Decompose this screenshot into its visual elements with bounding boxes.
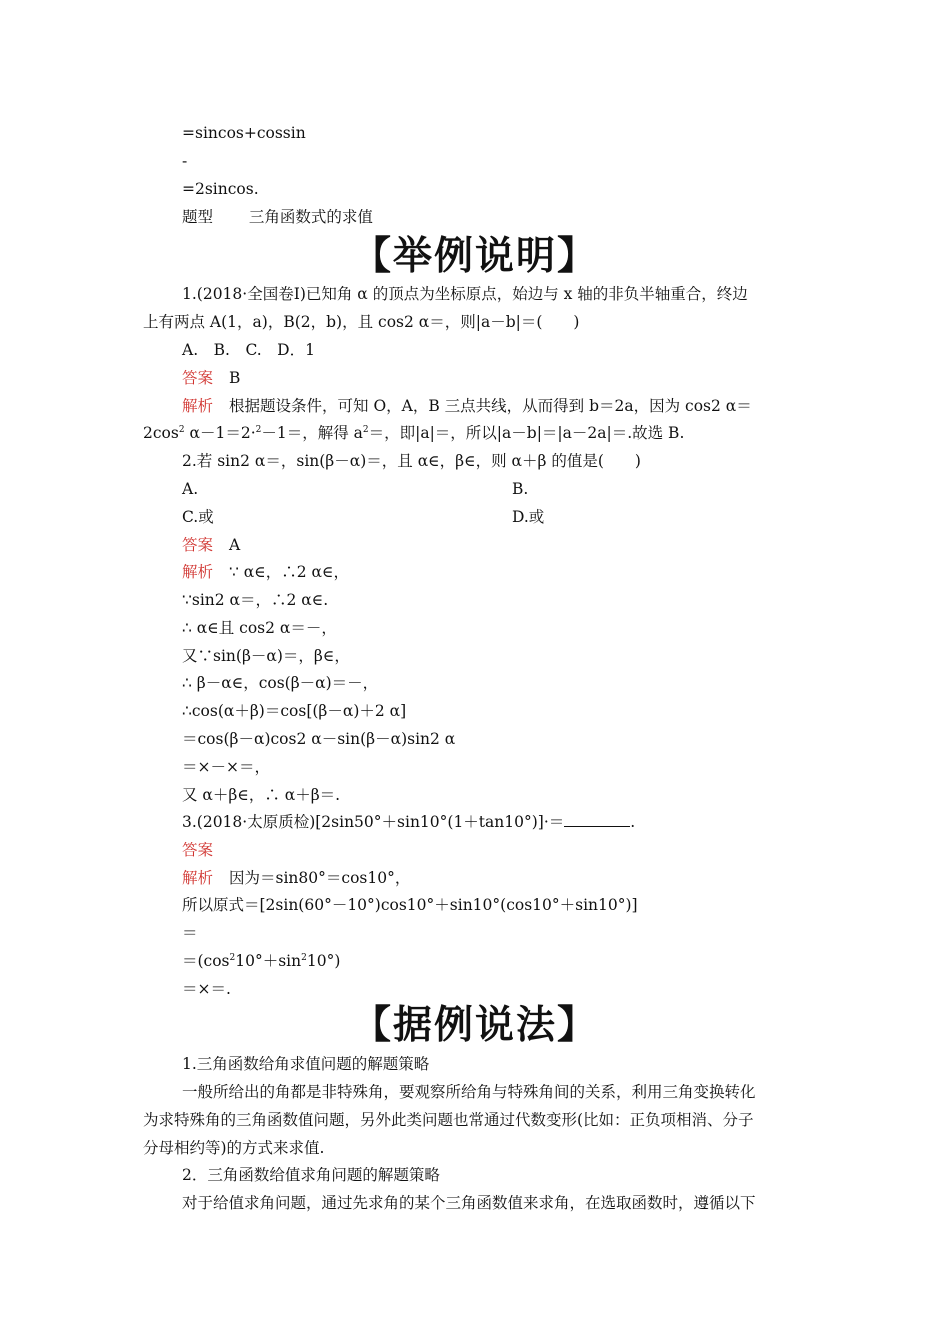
analysis-step: ＝×－×＝， xyxy=(182,758,270,776)
superscript: 2 xyxy=(362,424,369,435)
analysis-step: ∵sin2 α＝，∴2 α∈. xyxy=(182,591,329,609)
analysis-text: ＝，即|a|＝，所以|a－b|＝|a－2a|＝.故选 B. xyxy=(368,424,685,442)
option-b: B. xyxy=(512,480,529,498)
analysis-step: ＝×＝. xyxy=(182,980,231,998)
superscript: 2 xyxy=(178,424,185,435)
option-a: A. xyxy=(182,480,199,498)
analysis-step: ＝ xyxy=(182,924,198,942)
analysis-text: 根据题设条件，可知 O，A，B 三点共线，从而得到 b＝2a，因为 cos2 α＝ xyxy=(229,397,752,415)
question-3-analysis xyxy=(182,868,410,888)
analysis-label: 解析 xyxy=(182,397,214,415)
question-2-answer xyxy=(182,535,240,555)
tip-1-paragraph: 一般所给出的角都是非特殊角，要观察所给角与特殊角间的关系，利用三角变换转化 xyxy=(182,1083,756,1101)
analysis-text: α－1＝2· xyxy=(184,424,256,442)
section-label: 题型 xyxy=(182,208,214,226)
formula-line: =sincos+cossin xyxy=(182,124,306,142)
analysis-text: 因为＝sin80°＝cos10°， xyxy=(229,869,411,887)
tip-1-title: 1.三角函数给角求值问题的解题策略 xyxy=(182,1055,430,1073)
answer-value: A xyxy=(229,536,241,554)
tip-1-paragraph-cont: 为求特殊角的三角函数值问题，另外此类问题也常通过代数变形(比如：正负项相消、分子 xyxy=(143,1111,754,1129)
formula-line: =2sincos. xyxy=(182,180,259,198)
analysis-text: 10°) xyxy=(306,952,341,970)
option-d: D.或 xyxy=(512,508,545,526)
analysis-step: 又∵sin(β－α)＝，β∈， xyxy=(182,647,350,665)
answer-blank xyxy=(564,812,630,827)
banner-examples: 【举例说明】 xyxy=(351,234,598,279)
tip-2-paragraph: 对于给值求角问题，通过先求角的某个三角函数值来求角，在选取函数时，遵循以下 xyxy=(182,1194,756,1212)
analysis-step xyxy=(182,951,340,971)
analysis-text: 2cos xyxy=(143,424,179,442)
question-2-analysis xyxy=(182,562,349,582)
banner-methods: 【据例说法】 xyxy=(351,1003,598,1048)
answer-label: 答案 xyxy=(182,841,214,859)
section-title: 三角函数式的求值 xyxy=(248,208,373,226)
analysis-label: 解析 xyxy=(182,869,214,887)
question-1-stem: 1.(2018·全国卷Ⅰ)已知角 α 的顶点为坐标原点，始边与 x 轴的非负半轴重合，终边 xyxy=(182,285,748,303)
analysis-label: 解析 xyxy=(182,563,214,581)
question-1-stem-cont: 上有两点 A(1，a)，B(2，b)，且 cos2 α＝，则|a－b|＝( ) xyxy=(143,313,580,331)
section-heading xyxy=(182,207,373,227)
option-c: C.或 xyxy=(182,508,214,526)
analysis-text: ＝(cos xyxy=(182,952,230,970)
question-1-options: A. B. C. D．1 xyxy=(182,341,315,359)
analysis-step: ∴cos(α＋β)＝cos[(β－α)＋2 α] xyxy=(182,702,407,720)
tip-2-title: 2．三角函数给值求角问题的解题策略 xyxy=(182,1166,440,1184)
question-1-analysis-cont xyxy=(143,423,684,443)
question-3-answer xyxy=(182,840,213,860)
superscript: 2 xyxy=(229,952,236,963)
analysis-step: ＝cos(β－α)cos2 α－sin(β－α)sin2 α xyxy=(182,730,456,748)
analysis-text: －1＝，解得 a xyxy=(261,424,363,442)
question-1-answer xyxy=(182,368,240,388)
superscript: 2 xyxy=(301,952,307,963)
formula-line: - xyxy=(182,152,188,170)
analysis-text: 10°＋sin xyxy=(235,952,302,970)
superscript: 2 xyxy=(255,424,262,435)
stem-text: . xyxy=(630,813,636,831)
answer-label: 答案 xyxy=(182,536,214,554)
question-3-stem xyxy=(182,812,635,832)
question-1-analysis xyxy=(182,396,752,416)
analysis-step: ∴ β－α∈，cos(β－α)＝－， xyxy=(182,674,379,692)
question-2-stem: 2.若 sin2 α＝，sin(β－α)＝，且 α∈，β∈，则 α＋β 的值是( ) xyxy=(182,452,641,470)
analysis-step: ∴ α∈且 cos2 α＝－， xyxy=(182,619,337,637)
analysis-step: 又 α＋β∈，∴ α＋β＝. xyxy=(182,786,341,804)
analysis-text: ∵ α∈，∴2 α∈， xyxy=(229,563,349,581)
analysis-step: 所以原式＝[2sin(60°－10°)cos10°＋sin10°(cos10°＋sin10°)] xyxy=(182,896,638,914)
answer-label: 答案 xyxy=(182,369,214,387)
tip-1-paragraph-cont: 分母相约等)的方式来求值. xyxy=(143,1139,325,1157)
answer-value: B xyxy=(229,369,241,387)
stem-text: 3.(2018·太原质检)[2sin50°＋sin10°(1＋tan10°)]·＝ xyxy=(182,813,565,831)
